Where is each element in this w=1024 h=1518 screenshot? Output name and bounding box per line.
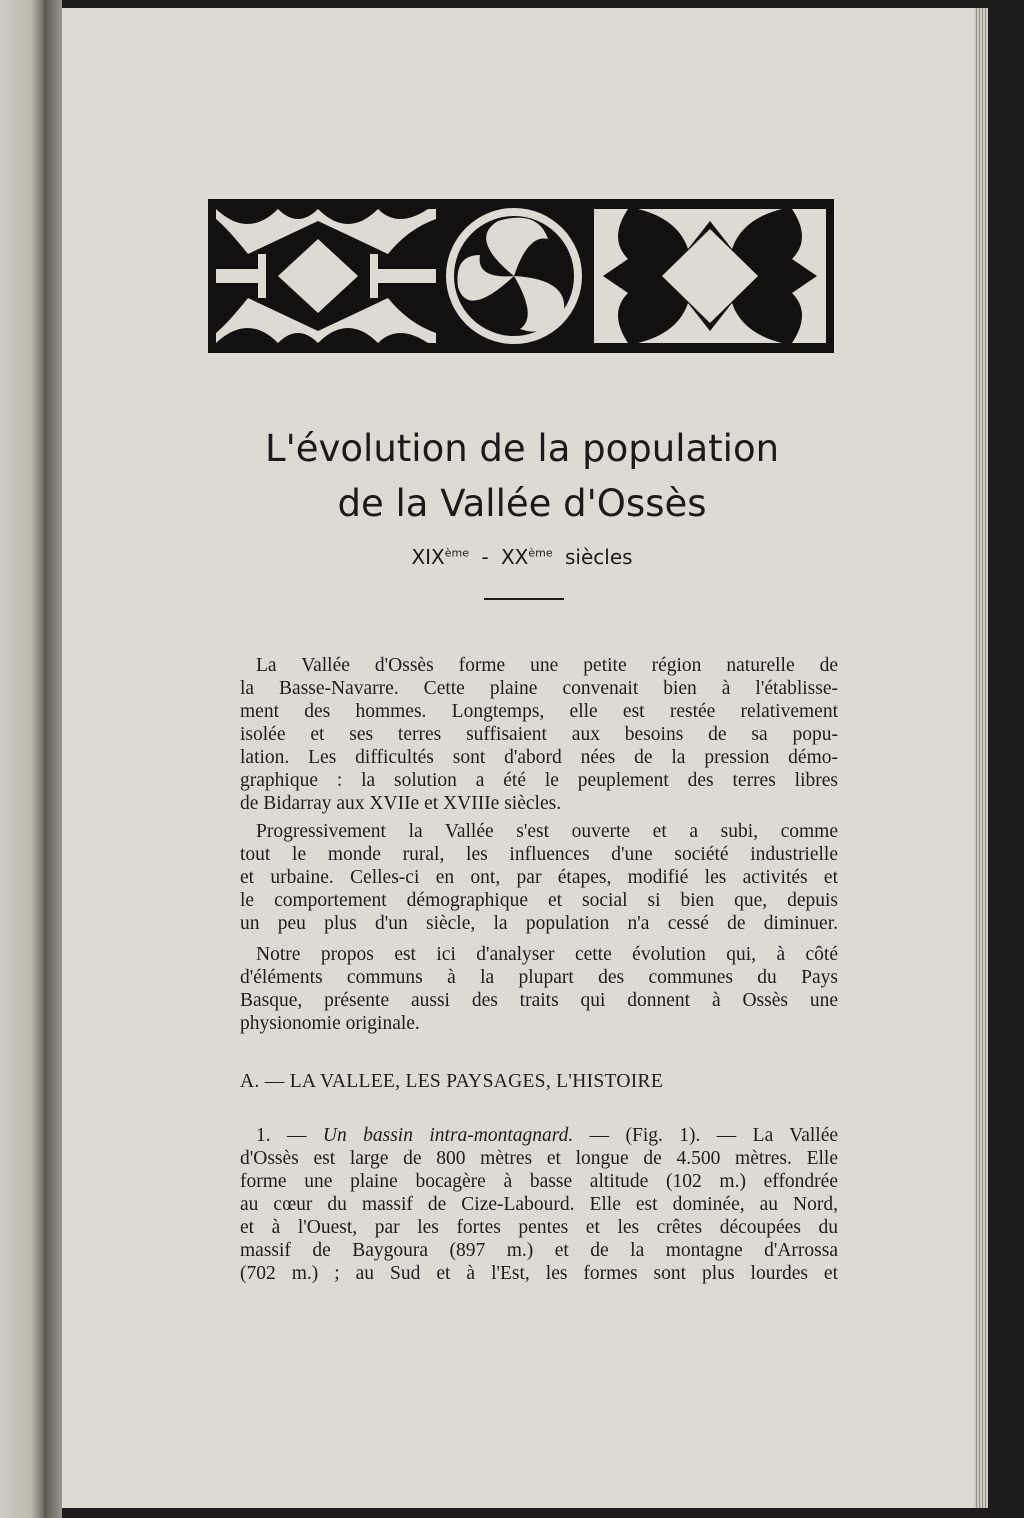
article-subtitle <box>0 545 1024 569</box>
text-line: et à l'Ouest, par les fortes pentes et les crêtes découpées du <box>240 1217 838 1238</box>
subtitle-separator: - <box>469 545 501 569</box>
superscript: ème <box>444 546 470 560</box>
title-divider <box>484 598 564 600</box>
subtitle-text: siècles <box>552 545 633 569</box>
article-title-line-2: de la Vallée d'Ossès <box>337 482 707 525</box>
page-edges <box>974 8 988 1508</box>
text-line: graphique : la solution a été le peuplement des terres libres <box>240 770 838 791</box>
text-line: massif de Baygoura (897 m.) et de la montagne d'Arrossa <box>240 1240 838 1261</box>
subsection-title: Un bassin intra-montagnard. <box>322 1125 574 1146</box>
text-line: La Vallée d'Ossès forme une petite région naturelle de <box>256 655 838 676</box>
section-paragraph <box>240 1124 838 1285</box>
article-title-line-1: L'évolution de la population <box>264 427 780 470</box>
text-line: le comportement démographique et social si bien que, depuis <box>240 890 838 911</box>
item-number: 1. — <box>256 1125 323 1146</box>
facing-page-edge <box>0 0 44 1518</box>
text-line: un peu plus d'un siècle, la population n'a cessé de diminuer. <box>240 913 838 934</box>
text-line: forme une plaine bocagère à basse altitude (102 m.) effondrée <box>240 1171 838 1192</box>
text-line: d'éléments communs à la plupart des communes du Pays <box>240 967 838 988</box>
text-line: au cœur du massif de Cize-Labourd. Elle est dominée, au Nord, <box>240 1194 838 1215</box>
text-line: lation. Les difficultés sont d'abord nées de la pression démo- <box>240 747 838 768</box>
text-line: (702 m.) ; au Sud et à l'Est, les formes sont plus lourdes et <box>240 1263 838 1284</box>
intro-paragraph-3 <box>240 943 838 1035</box>
superscript: ème <box>528 546 553 560</box>
text-line: ment des hommes. Longtemps, elle est restée relativement <box>240 701 838 722</box>
text-span: — (Fig. 1). — La Vallée <box>573 1125 839 1146</box>
intro-paragraph-2 <box>240 820 838 935</box>
text-line <box>240 1124 838 1147</box>
section-heading: A. — LA VALLEE, LES PAYSAGES, L'HISTOIRE <box>240 1071 664 1092</box>
text-line: et urbaine. Celles-ci en ont, par étapes, modifié les activités et <box>240 867 838 888</box>
text-line: d'Ossès est large de 800 mètres et longue de 4.500 mètres. Elle <box>240 1148 838 1169</box>
text-line: isolée et ses terres suffisaient aux besoins de sa popu- <box>240 724 838 745</box>
subtitle-century-b: XX <box>500 545 529 569</box>
subtitle-century-a: XIX <box>411 545 445 569</box>
text-line: tout le monde rural, les influences d'une société industrielle <box>240 844 838 865</box>
text-line: Basque, présente aussi des traits qui donnent à Ossès une <box>240 990 838 1011</box>
intro-paragraph-1 <box>240 654 838 815</box>
book-spine <box>44 0 62 1518</box>
text-line: de Bidarray aux XVIIe et XVIIIe siècles. <box>240 793 562 814</box>
basque-ornament-banner <box>208 199 834 353</box>
text-line: physionomie originale. <box>240 1013 420 1034</box>
text-line: la Basse-Navarre. Cette plaine convenait bien à l'établisse- <box>240 678 838 699</box>
text-line: Notre propos est ici d'analyser cette évolution qui, à côté <box>256 944 838 965</box>
text-line: Progressivement la Vallée s'est ouverte et a subi, comme <box>256 821 838 842</box>
